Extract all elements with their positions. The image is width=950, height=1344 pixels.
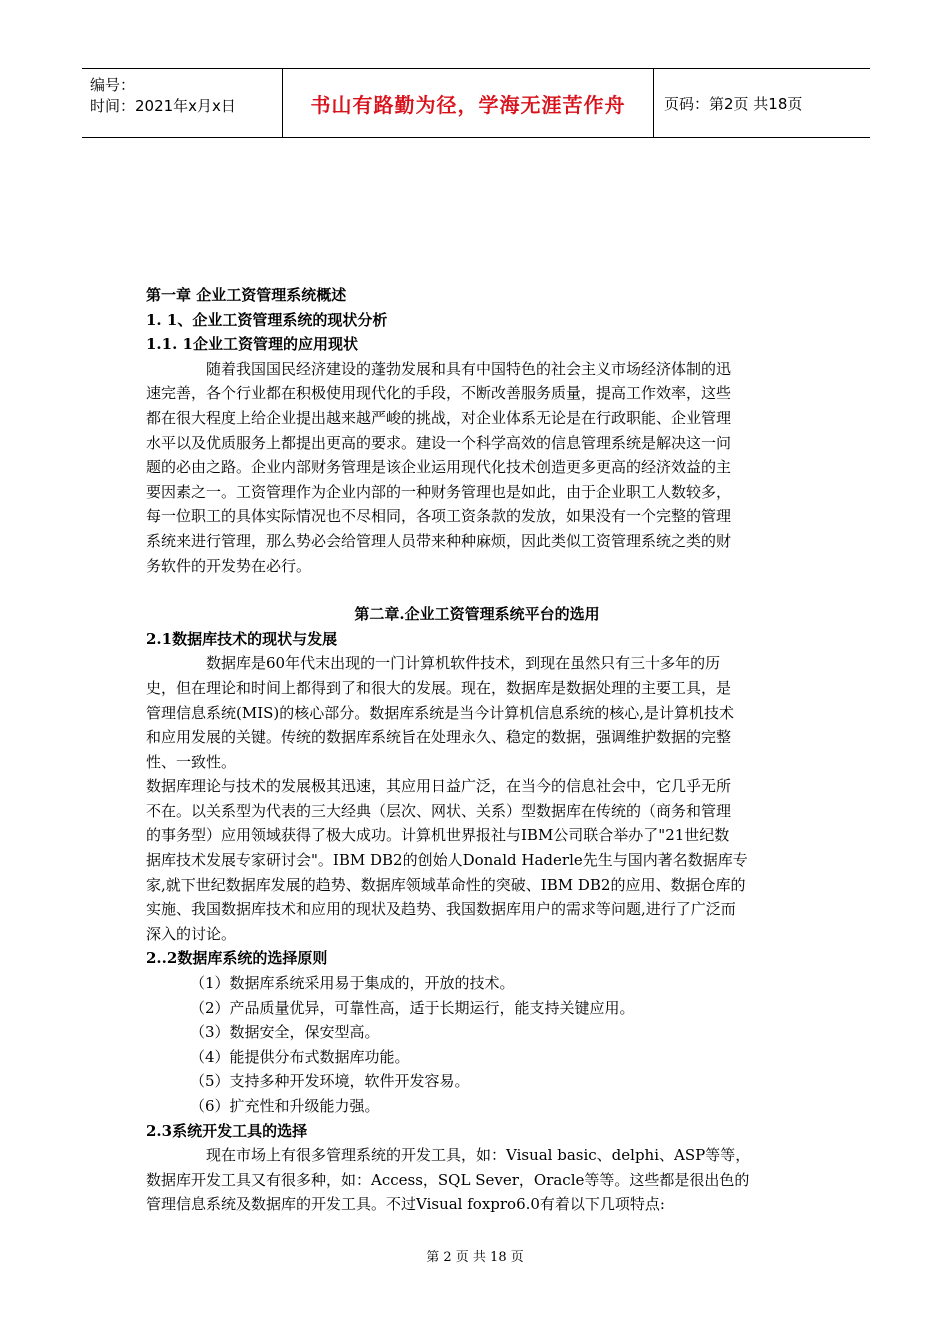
paragraph-line: 实施、我国数据库技术和应用的现状及趋势、我国数据库用户的需求等问题,进行了广泛而 [146,900,736,919]
principles-list [146,971,808,1119]
page-code: 页码：第2页 共18页 [664,94,803,113]
spacer [146,578,808,602]
document-body [146,283,808,1217]
paragraph-line: 数据库开发工具又有很多种，如：Access，SQL Sever，Oracle等等。这些都是很出色的 [146,1170,750,1189]
section-1-1-1-heading: 1.1. 1企业工资管理的应用现状 [146,335,358,354]
number-label: 编号： [90,76,136,94]
paragraph-line: 和应用发展的关键。传统的数据库系统旨在处理永久、稳定的数据，强调维护数据的完整 [146,728,732,747]
paragraph-line: 数据库是60年代末出现的一门计算机软件技术，到现在虽然只有三十多年的历 [206,654,721,673]
section-2-1-heading: 2.1数据库技术的现状与发展 [146,629,338,648]
paragraph-line: 速完善，各个行业都在积极使用现代化的手段，不断改善服务质量，提高工作效率，这些 [146,384,732,403]
paragraph-line: 家,就下世纪数据库发展的趋势、数据库领域革命性的突破、IBM DB2的应用、数据仓库的 [146,875,746,894]
list-item: （6）扩充性和升级能力强。 [190,1097,380,1115]
paragraph-line: 都在很大程度上给企业提出越来越严峻的挑战，对企业体系无论是在行政职能、企业管理 [146,408,732,427]
page-header [82,68,870,138]
list-item: （3）数据安全，保安型高。 [190,1023,380,1042]
section-2-2-heading: 2..2数据库系统的选择原则 [146,949,328,968]
page-footer: 第 2 页 共 18 页 [426,1250,524,1265]
paragraph-line: 的事务型）应用领域获得了极大成功。计算机世界报社与IBM公司联合举办了"21世纪数 [146,826,730,845]
paragraph-line: 每一位职工的具体实际情况也不尽相同，各项工资条款的发放，如果没有一个完整的管理 [146,507,732,526]
paragraph-3 [146,774,808,946]
header-meta [82,69,282,137]
paragraph-1 [146,357,808,578]
header-page-code-cell [654,69,870,137]
list-item: （4）能提供分布式数据库功能。 [190,1047,410,1066]
chapter-2-title: 第二章.企业工资管理系统平台的选用 [354,605,600,624]
paragraph-line: 管理信息系统(MIS)的核心部分。数据库系统是当今计算机信息系统的核心,是计算机技术 [146,703,735,722]
paragraph-4 [146,1143,808,1217]
paragraph-line: 据库技术发展专家研讨会"。IBM DB2的创始人Donald Haderle先生与国内著名数据库专 [146,851,748,870]
motto: 书山有路勤为径，学海无涯苦作舟 [310,92,626,117]
list-item: （1）数据库系统采用易于集成的，开放的技术。 [190,974,515,993]
paragraph-line: 系统来进行管理，那么势必会给管理人员带来种种麻烦，因此类似工资管理系统之类的财 [146,531,732,550]
paragraph-2 [146,651,808,774]
header-motto-cell [282,69,654,137]
paragraph-line: 管理信息系统及数据库的开发工具。不过Visual foxpro6.0有着以下几项特点: [146,1195,665,1214]
paragraph-line: 题的必由之路。企业内部财务管理是该企业运用现代化技术创造更多更高的经济效益的主 [146,458,732,477]
time-label: 时间：2021年x月x日 [90,97,236,115]
paragraph-line: 现在市场上有很多管理系统的开发工具，如：Visual basic、delphi、ASP等等， [206,1146,751,1165]
paragraph-line: 水平以及优质服务上都提出更高的要求。建设一个科学高效的信息管理系统是解决这一问 [146,433,732,452]
paragraph-line: 随着我国国民经济建设的蓬勃发展和具有中国特色的社会主义市场经济体制的迅 [206,359,732,378]
paragraph-line: 务软件的开发势在必行。 [146,556,312,575]
paragraph-line: 数据库理论与技术的发展极其迅速，其应用日益广泛，在当今的信息社会中，它几乎无所 [146,777,732,796]
section-2-3-heading: 2.3系统开发工具的选择 [146,1121,308,1140]
paragraph-line: 深入的讨论。 [146,924,237,943]
list-item: （2）产品质量优异，可靠性高，适于长期运行，能支持关键应用。 [190,998,635,1017]
paragraph-line: 史，但在理论和时间上都得到了和很大的发展。现在，数据库是数据处理的主要工具，是 [146,678,732,697]
chapter-1-title: 第一章 企业工资管理系统概述 [146,286,347,304]
section-1-1-heading: 1. 1、企业工资管理系统的现状分析 [146,310,388,329]
list-item: （5）支持多种开发环境，软件开发容易。 [190,1072,470,1091]
paragraph-line: 不在。以关系型为代表的三大经典（层次、网状、关系）型数据库在传统的（商务和管理 [146,801,732,820]
paragraph-line: 性、一致性。 [146,752,237,771]
paragraph-line: 要因素之一。工资管理作为企业内部的一种财务管理也是如此，由于企业职工人数较多， [146,482,732,501]
